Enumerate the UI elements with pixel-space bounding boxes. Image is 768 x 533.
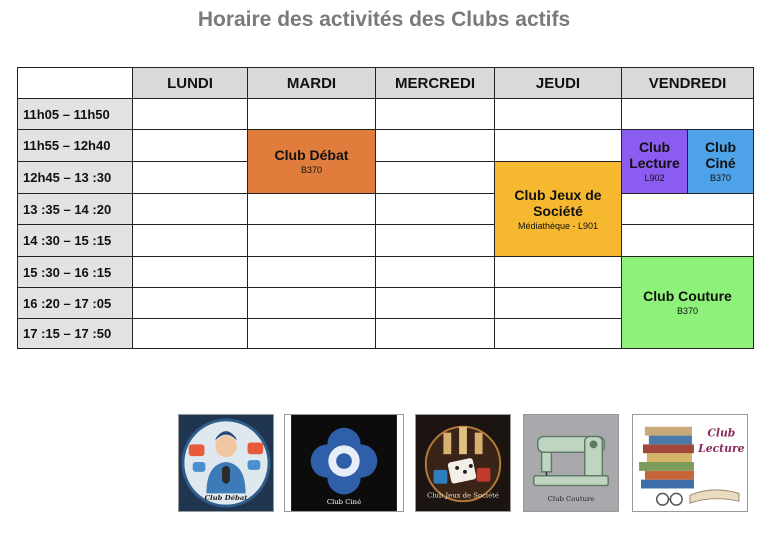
schedule-cell [494,287,622,319]
schedule-cell [132,129,248,162]
schedule-cell [132,224,248,257]
schedule-cell [247,256,376,288]
lecture-logo-label-1: Club [707,426,736,440]
schedule-cell [375,224,495,257]
schedule-cell [132,256,248,288]
time-slot: 17 :15 – 17 :50 [17,318,133,349]
schedule-cell [375,161,495,194]
club-jeux-block [494,161,622,257]
header-lundi: LUNDI [132,67,248,99]
schedule-cell [494,256,622,288]
schedule-cell [621,224,754,257]
page-title: Horaire des activités des Clubs actifs [197,8,571,31]
cine-logo-label: Club Ciné [326,498,362,507]
schedule-cell [247,318,376,349]
club-cine-name: Club Ciné [704,139,737,172]
schedule-cell [247,287,376,319]
club-couture-room: B370 [676,306,699,317]
lecture-logo-image [633,415,747,511]
schedule-cell [375,193,495,225]
schedule-cell [621,98,754,130]
schedule-cell [375,256,495,288]
schedule-cell [247,193,376,225]
time-slot: 13 :35 – 14 :20 [17,193,133,225]
jeux-logo-image [416,415,510,511]
header-vendredi: VENDREDI [621,67,754,99]
club-jeux-logo [415,414,511,512]
schedule-cell [132,287,248,319]
header-jeudi: JEUDI [494,67,622,99]
header-mardi: MARDI [247,67,376,99]
club-lecture-name: Club Lecture [629,139,680,172]
lecture-logo-label-2: Lecture [698,442,745,456]
club-jeux-room: Médiathèque - L901 [517,220,599,231]
time-slot: 16 :20 – 17 :05 [17,287,133,319]
club-cine-logo [284,414,404,512]
club-cine-block [687,129,754,194]
schedule-cell [494,318,622,349]
club-lecture-logo [632,414,748,512]
schedule-cell [132,161,248,194]
schedule-cell [375,318,495,349]
time-slot: 11h55 – 12h40 [17,129,133,162]
schedule-cell [375,287,495,319]
schedule-cell [375,129,495,162]
club-debat-block [247,129,376,194]
club-lecture-block [621,129,688,194]
couture-logo-label: Club Couture [547,495,595,504]
debat-logo-image [179,415,273,511]
time-slot: 11h05 – 11h50 [17,98,133,130]
schedule-cell [132,193,248,225]
schedule-cell [621,193,754,225]
time-slot: 14 :30 – 15 :15 [17,224,133,257]
time-slot: 12h45 – 13 :30 [17,161,133,194]
schedule-cell [132,98,248,130]
debat-logo-label: Club Débat [204,494,248,503]
club-debat-logo [178,414,274,512]
club-couture-block [621,256,754,349]
club-debat-room: B370 [300,165,323,176]
club-jeux-name: Club Jeux de Société [514,186,602,219]
table-corner [17,67,133,99]
cine-logo-image [285,415,403,511]
schedule-cell [494,98,622,130]
schedule-cell [375,98,495,130]
club-lecture-room: L902 [644,173,665,184]
club-couture-name: Club Couture [643,288,732,305]
schedule-cell [132,318,248,349]
club-couture-logo [523,414,619,512]
couture-logo-image [524,415,618,511]
schedule-cell [247,98,376,130]
schedule-cell [247,224,376,257]
schedule-cell [494,129,622,162]
time-slot: 15 :30 – 16 :15 [17,256,133,288]
jeux-logo-label: Club Jeux de Société [427,491,499,500]
club-debat-name: Club Débat [274,147,349,164]
header-mercredi: MERCREDI [375,67,495,99]
club-cine-room: B370 [709,173,732,184]
